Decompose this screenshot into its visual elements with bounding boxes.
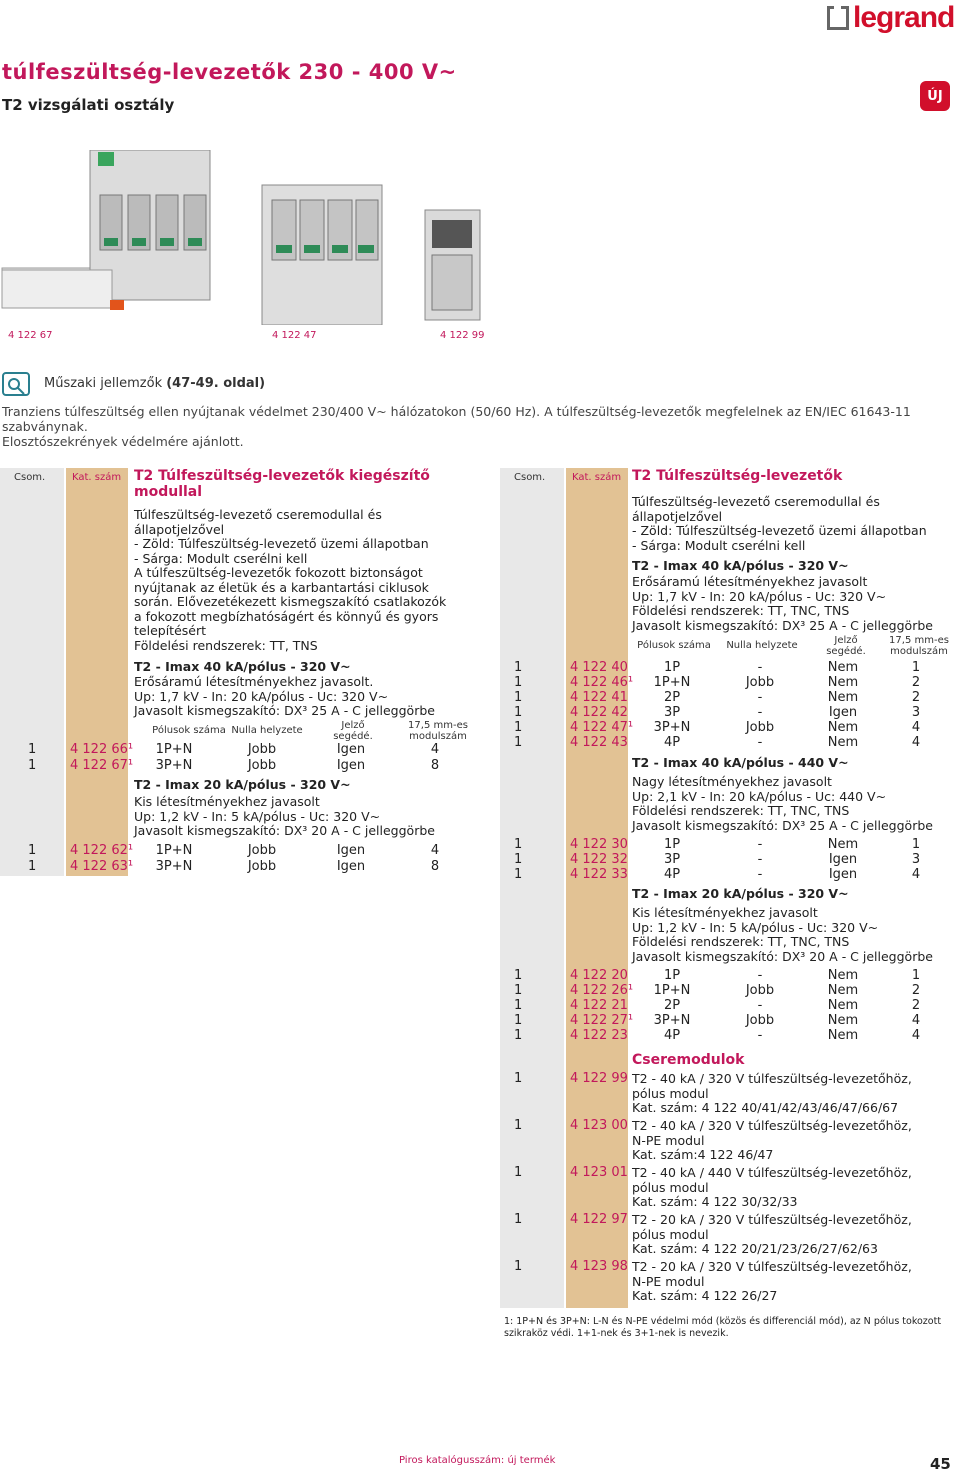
cell-qty: 1: [514, 1212, 523, 1227]
cell-qty: 1: [514, 1118, 523, 1133]
right-g1-hdr-poles: Pólusok száma: [637, 640, 711, 651]
cell-cat: 4 122 27¹: [570, 1013, 634, 1028]
cell-modules: 4: [911, 1013, 921, 1028]
cell-indicator: Nem: [827, 1028, 859, 1043]
cell-modules: 4: [911, 720, 921, 735]
cell-qty: 1: [28, 843, 37, 858]
right-g1-hdr-indicator: Jelző segédé.: [826, 635, 866, 657]
left-section-desc: Túlfeszültség-levezető cseremodullal és állapotjelzővel - Zöld: Túlfeszültség-levezető üzemi állapotban - Sárga: Modult cserélni kell A túlfeszültség-levezetők fokozott biztonságot nyújtanak az életük és a karbantartási ciklusok során. Elővezetékezett kismegszakító csatlakozók a fokozott megbízhatóságért és könnyű és gyors telepítésért Földelési rendszerek: TT, TNS: [134, 507, 447, 653]
cell-cat: 4 122 97: [570, 1212, 628, 1227]
right-qty-header: Csom.: [514, 472, 546, 483]
right-group2-desc: Nagy létesítményekhez javasolt Up: 2,1 kV - In: 20 kA/pólus - Uc: 440 V~ Földelési rendszerek: TT, TNC, TNS Javasolt kismegszakító: DX³ 25 A - C jelleggörbe: [632, 774, 933, 833]
cell-indicator: Igen: [336, 859, 366, 874]
cell-poles: 3P+N: [155, 758, 193, 773]
cell-qty: 1: [514, 1028, 523, 1043]
right-g1-hdr-modules: 17,5 mm-es modulszám: [889, 635, 949, 657]
cell-cat: 4 122 20: [570, 968, 628, 983]
cell-poles: 1P+N: [155, 843, 193, 858]
cell-cat: 4 122 66¹: [70, 742, 134, 757]
cell-qty: 1: [514, 1165, 523, 1180]
cell-cat: 4 122 63¹: [70, 859, 134, 874]
cell-qty: 1: [514, 705, 523, 720]
cell-qty: 1: [514, 660, 523, 675]
cell-indicator: Nem: [827, 968, 859, 983]
cell-cat: 4 123 01: [570, 1165, 628, 1180]
cell-poles: 1P+N: [653, 983, 691, 998]
cell-modules: 4: [430, 742, 440, 757]
cell-neutral: Jobb: [745, 1013, 775, 1028]
image-ref-1: 4 122 67: [8, 330, 53, 341]
cell-cat: 4 122 42: [570, 705, 628, 720]
cell-neutral: Jobb: [745, 983, 775, 998]
cell-neutral: -: [757, 968, 763, 983]
image-ref-3: 4 122 99: [440, 330, 485, 341]
page-subtitle: T2 vizsgálati osztály: [2, 96, 175, 114]
cell-cat: 4 122 62¹: [70, 843, 134, 858]
left-group1-title: T2 - Imax 40 kA/pólus - 320 V~: [134, 659, 351, 674]
cell-modules: 1: [911, 968, 921, 983]
cell-qty: 1: [514, 852, 523, 867]
left-cat-header-text: Kat. szám: [72, 472, 122, 483]
right-group3-desc: Kis létesítményekhez javasolt Up: 1,2 kV - In: 5 kA/pólus - Uc: 320 V~ Földelési rendszerek: TT, TNC, TNS Javasolt kismegszakító: DX³ 20 A - C jelleggörbe: [632, 905, 933, 964]
product-image-412247: [262, 185, 382, 325]
legrand-wordmark: legrand: [853, 1, 955, 34]
cell-modules: 8: [430, 758, 440, 773]
cell-poles: 1P: [663, 968, 681, 983]
cell-qty: 1: [28, 859, 37, 874]
cell-qty: 1: [28, 742, 37, 757]
cell-indicator: Igen: [336, 742, 366, 757]
cell-indicator: Nem: [827, 690, 859, 705]
cell-neutral: -: [757, 1028, 763, 1043]
cell-poles: 1P+N: [653, 675, 691, 690]
cell-neutral: -: [757, 705, 763, 720]
cell-qty: 1: [514, 735, 523, 750]
cell-poles: 1P: [663, 660, 681, 675]
cell-cat: 4 123 98: [570, 1259, 628, 1274]
specs-prefix: Műszaki jellemzők: [44, 376, 167, 391]
left-cat-header: [72, 472, 121, 483]
cell-description: T2 - 40 kA / 440 V túlfeszültség-levezetőhöz, pólus modul Kat. szám: 4 122 30/32/33: [632, 1165, 912, 1209]
cell-modules: 3: [911, 705, 921, 720]
cell-cat: 4 122 33: [570, 867, 628, 882]
cell-cat: 4 122 99: [570, 1071, 628, 1086]
left-qty-column: [0, 468, 64, 876]
cell-qty: 1: [514, 690, 523, 705]
left-section-title: T2 Túlfeszültség-levezetők kiegészítő modullal: [134, 468, 430, 500]
cell-cat: 4 123 00: [570, 1118, 628, 1133]
left-qty-header: Csom.: [14, 472, 46, 483]
cell-cat: 4 122 41: [570, 690, 628, 705]
cell-modules: 1: [911, 660, 921, 675]
new-badge: ÚJ: [920, 81, 950, 111]
cell-neutral: -: [757, 690, 763, 705]
cell-qty: 1: [514, 1259, 523, 1274]
cell-neutral: Jobb: [745, 675, 775, 690]
cell-cat: 4 122 23: [570, 1028, 628, 1043]
left-group1-desc: Erősáramú létesítményekhez javasolt. Up: 1,7 kV - In: 20 kA/pólus - Uc: 320 V~ Javasolt kismegszakító: DX³ 25 A - C jelleggörbe: [134, 674, 435, 718]
cell-cat: 4 122 40: [570, 660, 628, 675]
cell-modules: 2: [911, 690, 921, 705]
catalog-note: Piros katalógusszám: új termék: [399, 1455, 556, 1466]
cell-indicator: Nem: [827, 660, 859, 675]
cell-poles: 1P+N: [155, 742, 193, 757]
left-cat-column: [66, 468, 128, 876]
intro-text: Tranziens túlfeszültség ellen nyújtanak védelmet 230/400 V~ hálózatokon (50/60 Hz). A túlfeszültség-levezetők megfelelnek az EN/IEC 61643-11 szabványnak. Elosztószekrények védelmére ajánlott.: [2, 404, 911, 449]
cell-indicator: Nem: [827, 675, 859, 690]
cell-neutral: -: [757, 867, 763, 882]
cell-neutral: Jobb: [247, 742, 277, 757]
product-image-412267: [2, 150, 210, 310]
cell-modules: 1: [911, 837, 921, 852]
cell-poles: 3P: [663, 852, 681, 867]
cell-indicator: Nem: [827, 998, 859, 1013]
cell-poles: 1P: [663, 837, 681, 852]
legrand-logo-icon: [827, 6, 849, 30]
cell-neutral: Jobb: [247, 843, 277, 858]
cell-indicator: Igen: [828, 705, 858, 720]
cell-cat: 4 122 47¹: [570, 720, 634, 735]
cell-indicator: Igen: [336, 843, 366, 858]
cell-qty: 1: [514, 968, 523, 983]
cell-poles: 4P: [663, 1028, 681, 1043]
cell-indicator: Igen: [336, 758, 366, 773]
cell-qty: 1: [28, 758, 37, 773]
cell-qty: 1: [514, 1013, 523, 1028]
cell-indicator: Nem: [827, 1013, 859, 1028]
product-images: [0, 150, 500, 325]
cell-modules: 4: [911, 735, 921, 750]
cell-cat: 4 122 43: [570, 735, 628, 750]
cell-qty: 1: [514, 998, 523, 1013]
cell-neutral: -: [757, 837, 763, 852]
cell-poles: 3P: [663, 705, 681, 720]
right-cat-column: [566, 468, 628, 1308]
left-group2-title: T2 - Imax 20 kA/pólus - 320 V~: [134, 777, 351, 792]
left-g1-hdr-modules: 17,5 mm-es modulszám: [408, 720, 468, 742]
right-group1-title: T2 - Imax 40 kA/pólus - 320 V~: [632, 558, 849, 573]
cell-description: T2 - 40 kA / 320 V túlfeszültség-levezetőhöz, pólus modul Kat. szám: 4 122 40/41/42/43/46/47/66/67: [632, 1071, 912, 1115]
left-g1-hdr-poles: Pólusok száma: [152, 725, 226, 736]
cell-neutral: -: [757, 998, 763, 1013]
cell-cat: 4 122 26¹: [570, 983, 634, 998]
right-group3-title: T2 - Imax 20 kA/pólus - 320 V~: [632, 886, 849, 901]
cell-cat: 4 122 30: [570, 837, 628, 852]
cell-indicator: Nem: [827, 837, 859, 852]
cell-neutral: Jobb: [247, 859, 277, 874]
right-g1-hdr-neutral: Nulla helyzete: [726, 640, 798, 651]
cell-qty: 1: [514, 675, 523, 690]
left-g1-hdr-indicator: Jelző segédé.: [333, 720, 373, 742]
right-group2-title: T2 - Imax 40 kA/pólus - 440 V~: [632, 755, 849, 770]
cell-modules: 2: [911, 983, 921, 998]
cell-neutral: Jobb: [247, 758, 277, 773]
cell-neutral: Jobb: [745, 720, 775, 735]
cell-indicator: Igen: [828, 867, 858, 882]
cell-modules: 8: [430, 859, 440, 874]
cell-poles: 3P+N: [653, 1013, 691, 1028]
cell-poles: 3P+N: [155, 859, 193, 874]
right-section-title: T2 Túlfeszültség-levezetők: [632, 468, 843, 484]
cell-description: T2 - 20 kA / 320 V túlfeszültség-levezetőhöz, pólus modul Kat. szám: 4 122 20/21/23/26/27/62/63: [632, 1212, 912, 1256]
product-image-412299: [425, 210, 480, 320]
technical-specs-icon: [0, 370, 32, 398]
image-ref-2: 4 122 47: [272, 330, 317, 341]
cell-modules: 2: [911, 675, 921, 690]
cell-description: T2 - 40 kA / 320 V túlfeszültség-levezetőhöz, N-PE modul Kat. szám:4 122 46/47: [632, 1118, 912, 1162]
cell-poles: 4P: [663, 867, 681, 882]
cell-cat: 4 122 21: [570, 998, 628, 1013]
cell-cat: 4 122 67¹: [70, 758, 134, 773]
technical-specs-link[interactable]: [44, 376, 265, 391]
right-cat-header: [572, 472, 621, 483]
cell-indicator: Nem: [827, 983, 859, 998]
left-g1-hdr-neutral: Nulla helyzete: [231, 725, 303, 736]
cell-qty: 1: [514, 1071, 523, 1086]
cell-modules: 4: [430, 843, 440, 858]
cell-qty: 1: [514, 867, 523, 882]
cell-indicator: Nem: [827, 720, 859, 735]
left-group2-desc: Kis létesítményekhez javasolt Up: 1,2 kV - In: 5 kA/pólus - Uc: 320 V~ Javasolt kismegszakító: DX³ 20 A - C jelleggörbe: [134, 794, 435, 838]
cell-poles: 3P+N: [653, 720, 691, 735]
page-number: 45: [930, 1455, 951, 1473]
cell-poles: 2P: [663, 998, 681, 1013]
cell-qty: 1: [514, 720, 523, 735]
cell-neutral: -: [757, 660, 763, 675]
cell-description: T2 - 20 kA / 320 V túlfeszültség-levezetőhöz, N-PE modul Kat. szám: 4 122 26/27: [632, 1259, 912, 1303]
right-group1-desc: Erősáramú létesítményekhez javasolt Up: 1,7 kV - In: 20 kA/pólus - Uc: 320 V~ Földelési rendszerek: TT, TNC, TNS Javasolt kismegszakító: DX³ 25 A - C jelleggörbe: [632, 574, 933, 633]
cell-modules: 3: [911, 852, 921, 867]
right-qty-column: [500, 468, 564, 1308]
cell-neutral: -: [757, 735, 763, 750]
specs-pages: (47-49. oldal): [166, 376, 266, 391]
cell-indicator: Nem: [827, 735, 859, 750]
cell-qty: 1: [514, 837, 523, 852]
footnote: 1: 1P+N és 3P+N: L-N és N-PE védelmi mód (közös és differenciál mód), az N pólus tokozott szikraköz védi. 1+1-nek és 3+1-nek is nevezik.: [504, 1316, 942, 1339]
cell-modules: 4: [911, 867, 921, 882]
legrand-logo: [827, 0, 954, 36]
cell-qty: 1: [514, 983, 523, 998]
cell-cat: 4 122 32: [570, 852, 628, 867]
cell-poles: 2P: [663, 690, 681, 705]
cell-poles: 4P: [663, 735, 681, 750]
cell-indicator: Igen: [828, 852, 858, 867]
right-cat-header-text: Kat. szám: [572, 472, 622, 483]
cell-modules: 4: [911, 1028, 921, 1043]
cell-modules: 2: [911, 998, 921, 1013]
cell-cat: 4 122 46¹: [570, 675, 634, 690]
page-title: túlfeszültség-levezetők 230 - 400 V~: [2, 60, 457, 84]
cell-neutral: -: [757, 852, 763, 867]
cseremodulok-title: Cseremodulok: [632, 1052, 745, 1068]
right-section-desc: Túlfeszültség-levezető cseremodullal és állapotjelzővel - Zöld: Túlfeszültség-levezető üzemi állapotban - Sárga: Modult cserélni kell: [632, 494, 927, 553]
